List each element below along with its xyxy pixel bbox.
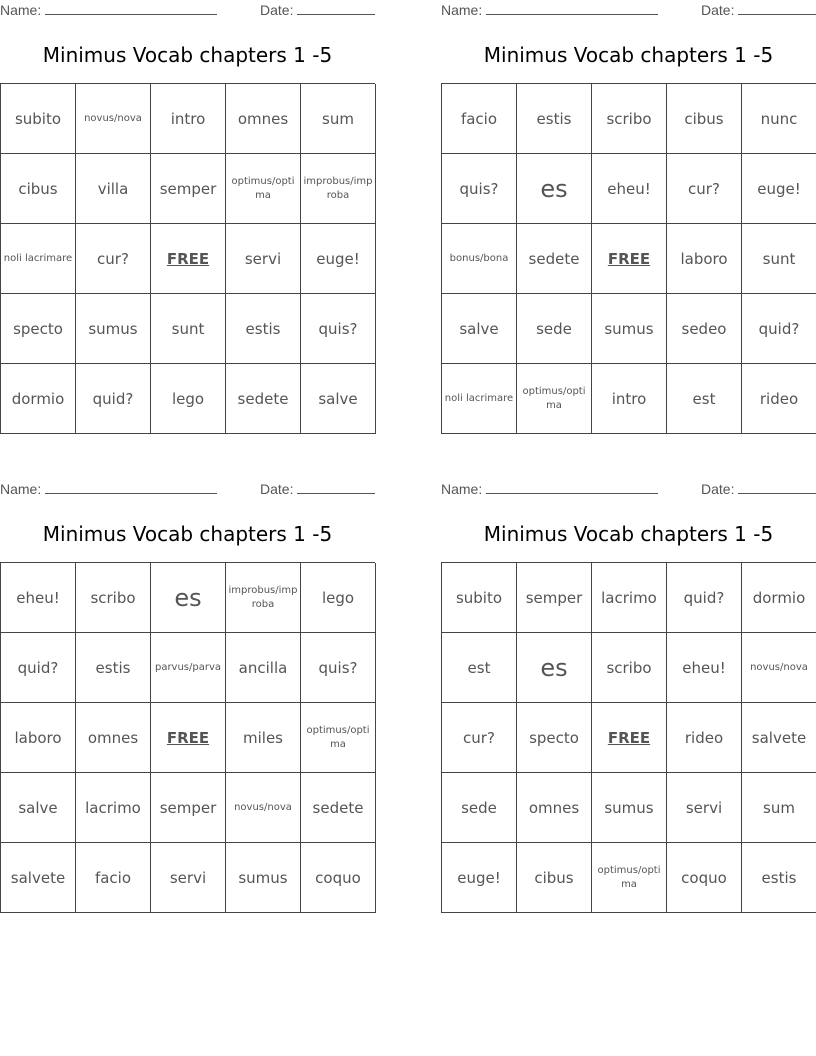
bingo-cell: sedeo <box>667 294 742 364</box>
bingo-cell: novus/nova <box>76 84 151 154</box>
bingo-cell: cur? <box>442 703 517 773</box>
bingo-cell: salve <box>1 773 76 843</box>
bingo-cell: salve <box>442 294 517 364</box>
date-line <box>297 14 375 15</box>
bingo-cell: sede <box>442 773 517 843</box>
bingo-cell: quid? <box>667 563 742 633</box>
bingo-cell: laboro <box>667 224 742 294</box>
free-space-cell: FREE <box>592 703 667 773</box>
bingo-cell: specto <box>1 294 76 364</box>
bingo-cell: ancilla <box>226 633 301 703</box>
bingo-cell: omnes <box>226 84 301 154</box>
bingo-cell: scribo <box>76 563 151 633</box>
bingo-cell: subito <box>442 563 517 633</box>
bingo-cell: rideo <box>742 364 816 434</box>
bingo-cell: cur? <box>76 224 151 294</box>
name-line <box>486 14 658 15</box>
date-line <box>297 493 375 494</box>
bingo-cell: novus/nova <box>226 773 301 843</box>
bingo-cell: cibus <box>667 84 742 154</box>
bingo-cell: lacrimo <box>592 563 667 633</box>
bingo-cell: miles <box>226 703 301 773</box>
card-header <box>441 2 816 18</box>
bingo-cell: facio <box>442 84 517 154</box>
bingo-cell: sedete <box>517 224 592 294</box>
bingo-cell: sum <box>301 84 376 154</box>
bingo-cell: es <box>517 633 592 703</box>
bingo-cell: sumus <box>592 773 667 843</box>
bingo-cell: est <box>442 633 517 703</box>
free-space-cell: FREE <box>592 224 667 294</box>
bingo-cell: noli lacrimare <box>442 364 517 434</box>
date-label: Date: <box>260 2 294 18</box>
bingo-cell: coquo <box>667 843 742 913</box>
bingo-cell: quid? <box>742 294 816 364</box>
bingo-cell: sumus <box>226 843 301 913</box>
bingo-cell: quid? <box>76 364 151 434</box>
bingo-cell: euge! <box>442 843 517 913</box>
bingo-cell: eheu! <box>592 154 667 224</box>
bingo-cell: salvete <box>742 703 816 773</box>
bingo-cell: intro <box>592 364 667 434</box>
bingo-cell: omnes <box>76 703 151 773</box>
bingo-cell: estis <box>742 843 816 913</box>
bingo-cell: es <box>517 154 592 224</box>
date-label: Date: <box>701 481 735 497</box>
bingo-cell: semper <box>151 773 226 843</box>
free-space-cell: FREE <box>151 703 226 773</box>
bingo-cell: omnes <box>517 773 592 843</box>
free-space-cell: FREE <box>151 224 226 294</box>
bingo-cell: noli lacrimare <box>1 224 76 294</box>
bingo-cell: improbus/improba <box>226 563 301 633</box>
card-header <box>441 481 816 497</box>
card-header <box>0 481 375 497</box>
bingo-cell: estis <box>226 294 301 364</box>
bingo-cell: lacrimo <box>76 773 151 843</box>
bingo-cell: cibus <box>1 154 76 224</box>
bingo-cell: nunc <box>742 84 816 154</box>
bingo-cell: facio <box>76 843 151 913</box>
bingo-cell: salve <box>301 364 376 434</box>
bingo-cell: specto <box>517 703 592 773</box>
bingo-cell: dormio <box>1 364 76 434</box>
bingo-cell: quis? <box>301 294 376 364</box>
bingo-cell: es <box>151 563 226 633</box>
bingo-cell: sunt <box>742 224 816 294</box>
bingo-cell: parvus/parva <box>151 633 226 703</box>
bingo-cell: improbus/improba <box>301 154 376 224</box>
card-title: Minimus Vocab chapters 1 -5 <box>42 43 333 67</box>
name-line <box>45 493 217 494</box>
bingo-cell: laboro <box>1 703 76 773</box>
bingo-cell: dormio <box>742 563 816 633</box>
bingo-cell: eheu! <box>1 563 76 633</box>
bingo-cell: lego <box>301 563 376 633</box>
bingo-cell: estis <box>76 633 151 703</box>
bingo-cell: scribo <box>592 633 667 703</box>
bingo-cell: sum <box>742 773 816 843</box>
bingo-cell: semper <box>517 563 592 633</box>
bingo-cell: est <box>667 364 742 434</box>
bingo-cell: intro <box>151 84 226 154</box>
date-label: Date: <box>260 481 294 497</box>
bingo-cell: rideo <box>667 703 742 773</box>
bingo-cell: cur? <box>667 154 742 224</box>
bingo-grid <box>441 83 816 434</box>
bingo-cell: servi <box>226 224 301 294</box>
bingo-cell: novus/nova <box>742 633 816 703</box>
bingo-cell: lego <box>151 364 226 434</box>
card-title: Minimus Vocab chapters 1 -5 <box>42 522 333 546</box>
bingo-cell: eheu! <box>667 633 742 703</box>
bingo-cell: optimus/optima <box>592 843 667 913</box>
name-line <box>45 14 217 15</box>
card-header <box>0 2 375 18</box>
date-label: Date: <box>701 2 735 18</box>
bingo-grid <box>441 562 816 913</box>
name-line <box>486 493 658 494</box>
name-label: Name: <box>0 2 42 18</box>
bingo-cell: sunt <box>151 294 226 364</box>
bingo-cell: salvete <box>1 843 76 913</box>
bingo-cell: sedete <box>301 773 376 843</box>
date-line <box>738 493 816 494</box>
card-title: Minimus Vocab chapters 1 -5 <box>483 522 774 546</box>
name-label: Name: <box>441 2 483 18</box>
date-line <box>738 14 816 15</box>
bingo-grid <box>0 562 375 913</box>
bingo-cell: subito <box>1 84 76 154</box>
bingo-cell: optimus/optima <box>226 154 301 224</box>
bingo-cell: optimus/optima <box>301 703 376 773</box>
bingo-cell: coquo <box>301 843 376 913</box>
bingo-cell: quid? <box>1 633 76 703</box>
bingo-cell: euge! <box>301 224 376 294</box>
bingo-cell: sumus <box>592 294 667 364</box>
bingo-cell: sedete <box>226 364 301 434</box>
bingo-grid <box>0 83 375 434</box>
bingo-cell: servi <box>151 843 226 913</box>
bingo-cell: quis? <box>301 633 376 703</box>
name-label: Name: <box>0 481 42 497</box>
bingo-cell: quis? <box>442 154 517 224</box>
bingo-cell: estis <box>517 84 592 154</box>
bingo-cell: servi <box>667 773 742 843</box>
bingo-cell: sumus <box>76 294 151 364</box>
bingo-cell: scribo <box>592 84 667 154</box>
bingo-cell: optimus/optima <box>517 364 592 434</box>
bingo-cell: cibus <box>517 843 592 913</box>
bingo-cell: villa <box>76 154 151 224</box>
bingo-cell: semper <box>151 154 226 224</box>
name-label: Name: <box>441 481 483 497</box>
bingo-cell: euge! <box>742 154 816 224</box>
card-title: Minimus Vocab chapters 1 -5 <box>483 43 774 67</box>
bingo-cell: sede <box>517 294 592 364</box>
bingo-cell: bonus/bona <box>442 224 517 294</box>
